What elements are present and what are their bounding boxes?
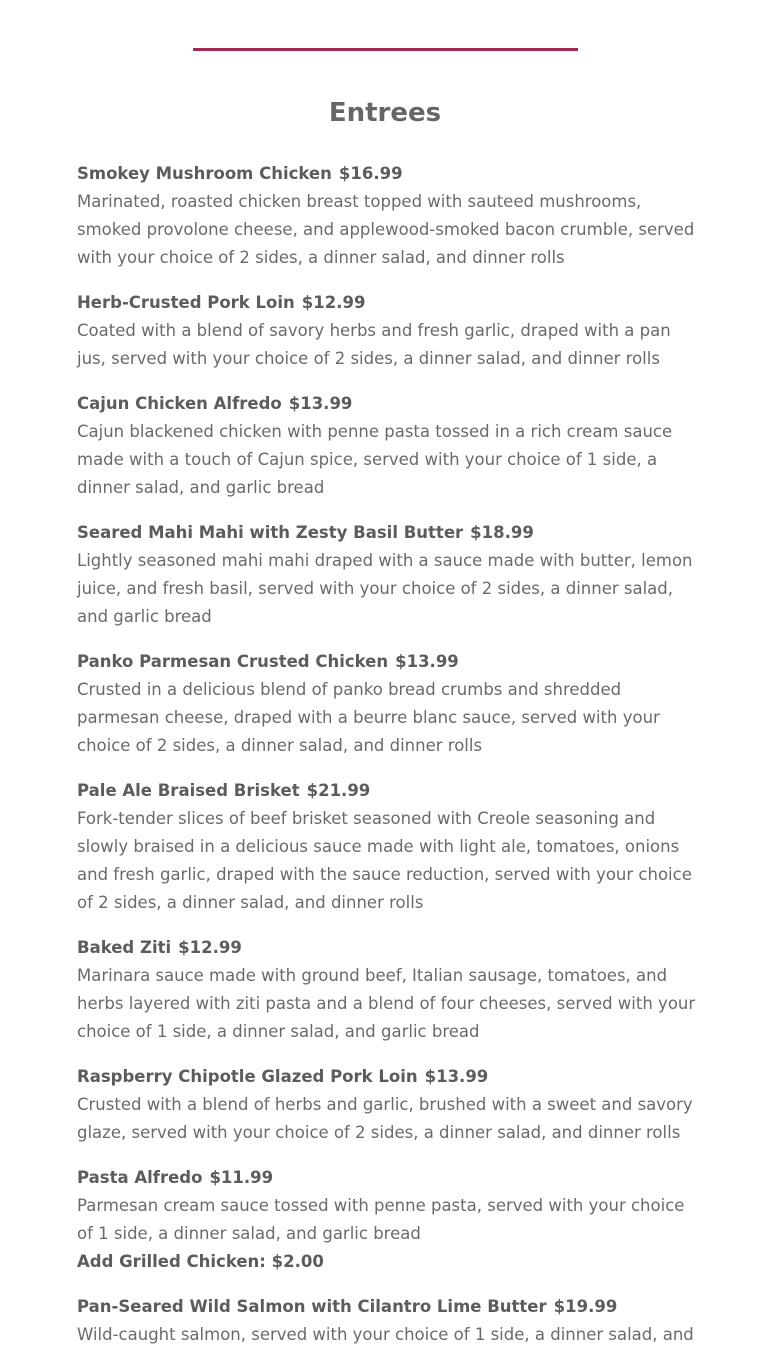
menu-item: [77, 1164, 697, 1276]
menu-item-description: Crusted in a delicious blend of panko bread crumbs and shredded parmesan cheese, draped with a beurre blanc sauce, served with your choice of 2 sides, a dinner salad, and dinner rolls: [77, 680, 660, 755]
menu-item-name: Herb-Crusted Pork Loin: [77, 293, 295, 312]
menu-item-name: Panko Parmesan Crusted Chicken: [77, 652, 389, 671]
menu-item-name: Pan-Seared Wild Salmon with Cilantro Lime Butter: [77, 1297, 547, 1316]
menu-item-price: $13.99: [424, 1067, 489, 1086]
menu-item-heading: [77, 289, 697, 317]
menu-item-price: $21.99: [306, 781, 371, 800]
menu-item: [77, 934, 697, 1046]
menu-item-price: $16.99: [338, 164, 403, 183]
menu-item-heading: [77, 1164, 697, 1192]
menu-item-heading: [77, 1063, 697, 1091]
menu-item-heading: [77, 390, 697, 418]
menu-item: [77, 160, 697, 272]
menu-item-heading: [77, 1293, 697, 1321]
menu-item-price: $11.99: [209, 1168, 274, 1187]
menu-item-heading: [77, 934, 697, 962]
menu-list: [77, 160, 697, 1366]
menu-item-name: Pasta Alfredo: [77, 1168, 203, 1187]
menu-item-description: Cajun blackened chicken with penne pasta tossed in a rich cream sauce made with a touch of Cajun spice, served with your choice of 1 side, a dinner salad, and garlic bread: [77, 422, 673, 497]
menu-item-description: Coated with a blend of savory herbs and fresh garlic, draped with a pan jus, served with your choice of 2 sides, a dinner salad, and dinner rolls: [77, 321, 671, 368]
section-title: Entrees: [328, 98, 442, 128]
menu-item-name: Baked Ziti: [77, 938, 172, 957]
menu-item-name: Seared Mahi Mahi with Zesty Basil Butter: [77, 523, 464, 542]
menu-item-heading: [77, 777, 697, 805]
menu-item: [77, 1063, 697, 1147]
menu-item-description: Parmesan cream sauce tossed with penne pasta, served with your choice of 1 side, a dinner salad, and garlic bread: [77, 1196, 685, 1243]
section-divider: [193, 48, 578, 51]
menu-item-price: $13.99: [395, 652, 459, 671]
menu-item-addon: Add Grilled Chicken: $2.00: [77, 1252, 324, 1271]
menu-item-description: Lightly seasoned mahi mahi draped with a sauce made with butter, lemon juice, and fresh basil, served with your choice of 2 sides, a dinner salad, and garlic bread: [77, 551, 693, 626]
menu-item-name: Smokey Mushroom Chicken: [77, 164, 332, 183]
menu-item-description: Fork-tender slices of beef brisket seasoned with Creole seasoning and slowly braised in a delicious sauce made with light ale, tomatoes, onions and fresh garlic, draped with the sauce reduction, served with your choice of 2 sides, a dinner salad, and dinner rolls: [77, 809, 692, 912]
menu-item: [77, 1293, 697, 1349]
menu-item: [77, 390, 697, 502]
menu-item-name: Pale Ale Braised Brisket: [77, 781, 300, 800]
menu-item: [77, 289, 697, 373]
menu-item: [77, 519, 697, 631]
menu-item-description: Wild-caught salmon, served with your choice of 1 side, a dinner salad, and: [77, 1325, 694, 1344]
menu-item-price: $12.99: [178, 938, 242, 957]
menu-item-description: Marinara sauce made with ground beef, Italian sausage, tomatoes, and herbs layered with ziti pasta and a blend of four cheeses, served with your choice of 1 side, a dinner salad, and garlic bread: [77, 966, 696, 1041]
menu-item-description: Marinated, roasted chicken breast topped with sauteed mushrooms, smoked provolone cheese, and applewood-smoked bacon crumble, served with your choice of 2 sides, a dinner salad, and dinner rolls: [77, 192, 695, 267]
menu-item-price: $12.99: [301, 293, 366, 312]
menu-item: [77, 777, 697, 917]
menu-item-heading: [77, 648, 697, 676]
menu-item-name: Cajun Chicken Alfredo: [77, 394, 282, 413]
menu-item-price: $13.99: [288, 394, 353, 413]
menu-item-description: Crusted with a blend of herbs and garlic, brushed with a sweet and savory glaze, served with your choice of 2 sides, a dinner salad, and dinner rolls: [77, 1095, 693, 1142]
menu-item-heading: [77, 519, 697, 547]
menu-item-price: $19.99: [553, 1297, 618, 1316]
menu-item-price: $18.99: [470, 523, 534, 542]
menu-item: [77, 648, 697, 760]
menu-item-heading: [77, 160, 697, 188]
menu-item-name: Raspberry Chipotle Glazed Pork Loin: [77, 1067, 418, 1086]
